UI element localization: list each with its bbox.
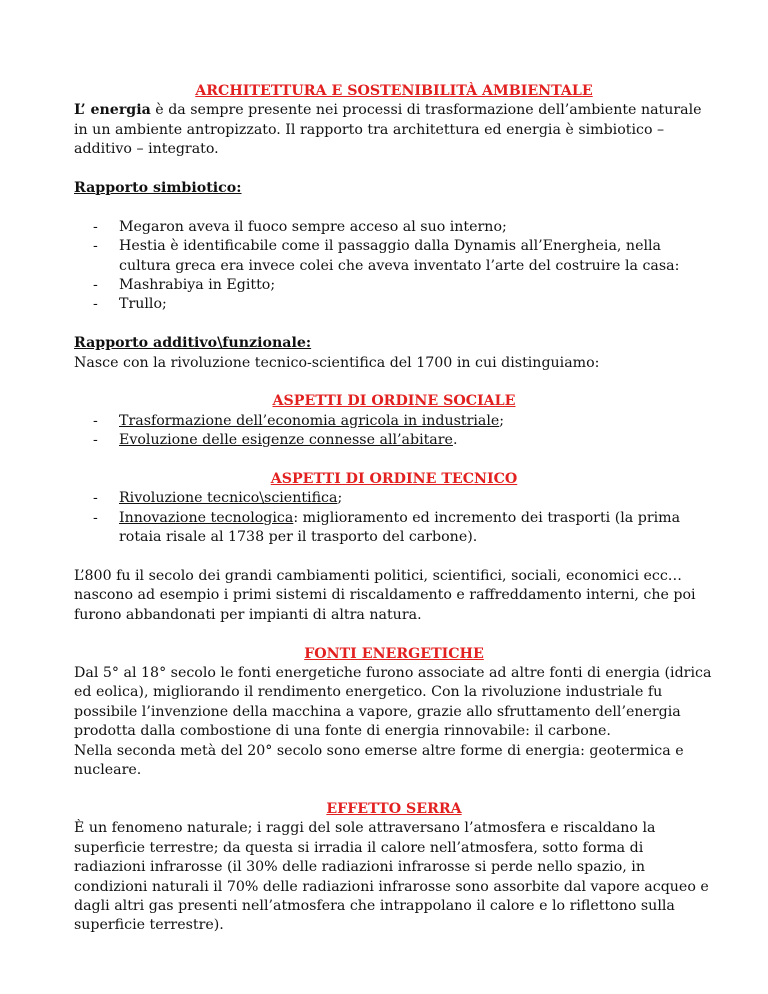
simbiotico-list	[74, 218, 714, 315]
intro-text: è da sempre presente nei processi di trasformazione dell’ambiente naturale in un ambiente antropizzato. Il rapporto tra architettura ed energia è simbiotico – additivo – integrato.	[74, 102, 702, 158]
serra-paragraph: È un fenomeno naturale; i raggi del sole attraversano l’atmosfera e riscaldano la superficie terrestre; da questa si irradia il calore nell’atmosfera, sotto forma di radiazioni infrarosse (il 30% delle radiazioni infrarosse si perde nello spazio, in condizioni naturali il 70% delle radiazioni infrarosse sono assorbite dal vapore acqueo e dagli altri gas presenti nell’atmosfera che intrappolano il calore e lo riflettono sulla superficie terrestre).	[74, 820, 709, 934]
fonti-paragraph-1: Dal 5° al 18° secolo le fonti energetiche furono associate ad altre fonti di energia (idrica ed eolica), migliorando il rendimento energetico. Con la rivoluzione industriale fu possibile l’invenzione della macchina a vapore, grazie allo sfruttamento dell’energia prodotta dalla combostione di una fonte di energia rinnovabile: il carbone.	[74, 665, 712, 740]
fonti-paragraph-2: Nella seconda metà del 20° secolo sono emerse altre forme di energia: geotermica e nucleare.	[74, 742, 684, 779]
intro-bold-term: L’ energia	[74, 102, 151, 119]
tecnico-list	[74, 489, 714, 547]
sociale-heading: ASPETTI DI ORDINE SOCIALE	[272, 393, 516, 410]
serra-heading: EFFETTO SERRA	[326, 800, 462, 817]
sociale-list	[74, 412, 714, 451]
list-item: - Hestia è identificabile come il passaggio dalla Dynamis all’Energheia, nella cultura greca era invece colei che aveva inventato l’arte del costruire la casa:	[74, 237, 714, 276]
fonti-heading: FONTI ENERGETICHE	[304, 645, 484, 662]
document-page	[74, 82, 714, 936]
intro-paragraph	[74, 101, 714, 159]
list-item: - Innovazione tecnologica: miglioramento ed incremento dei trasporti (la prima rotaia risale al 1738 per il trasporto del carbone).	[74, 509, 714, 548]
document-title: ARCHITETTURA E SOSTENIBILITÀ AMBIENTALE	[195, 83, 593, 99]
list-item: - Rivoluzione tecnico\scientifica;	[74, 489, 714, 508]
list-item: - Megaron aveva il fuoco sempre acceso al suo interno;	[74, 218, 714, 237]
ottocento-paragraph: L’800 fu il secolo dei grandi cambiamenti politici, scientifici, sociali, economici ecc… nascono ad esempio i primi sistemi di riscaldamento e raffreddamento interni, che poi furono abbandonati per impianti di altra natura.	[74, 568, 696, 623]
additivo-text: Nasce con la rivoluzione tecnico-scientifica del 1700 in cui distinguiamo:	[74, 354, 600, 371]
list-item: - Mashrabiya in Egitto;	[74, 276, 714, 295]
list-item: - Evoluzione delle esigenze connesse all’abitare.	[74, 431, 714, 450]
simbiotico-heading: Rapporto simbiotico:	[74, 180, 242, 197]
additivo-heading: Rapporto additivo\funzionale:	[74, 335, 312, 352]
tecnico-heading: ASPETTI DI ORDINE TECNICO	[270, 471, 518, 488]
list-item: - Trullo;	[74, 295, 714, 314]
list-item: - Trasformazione dell’economia agricola in industriale;	[74, 412, 714, 431]
